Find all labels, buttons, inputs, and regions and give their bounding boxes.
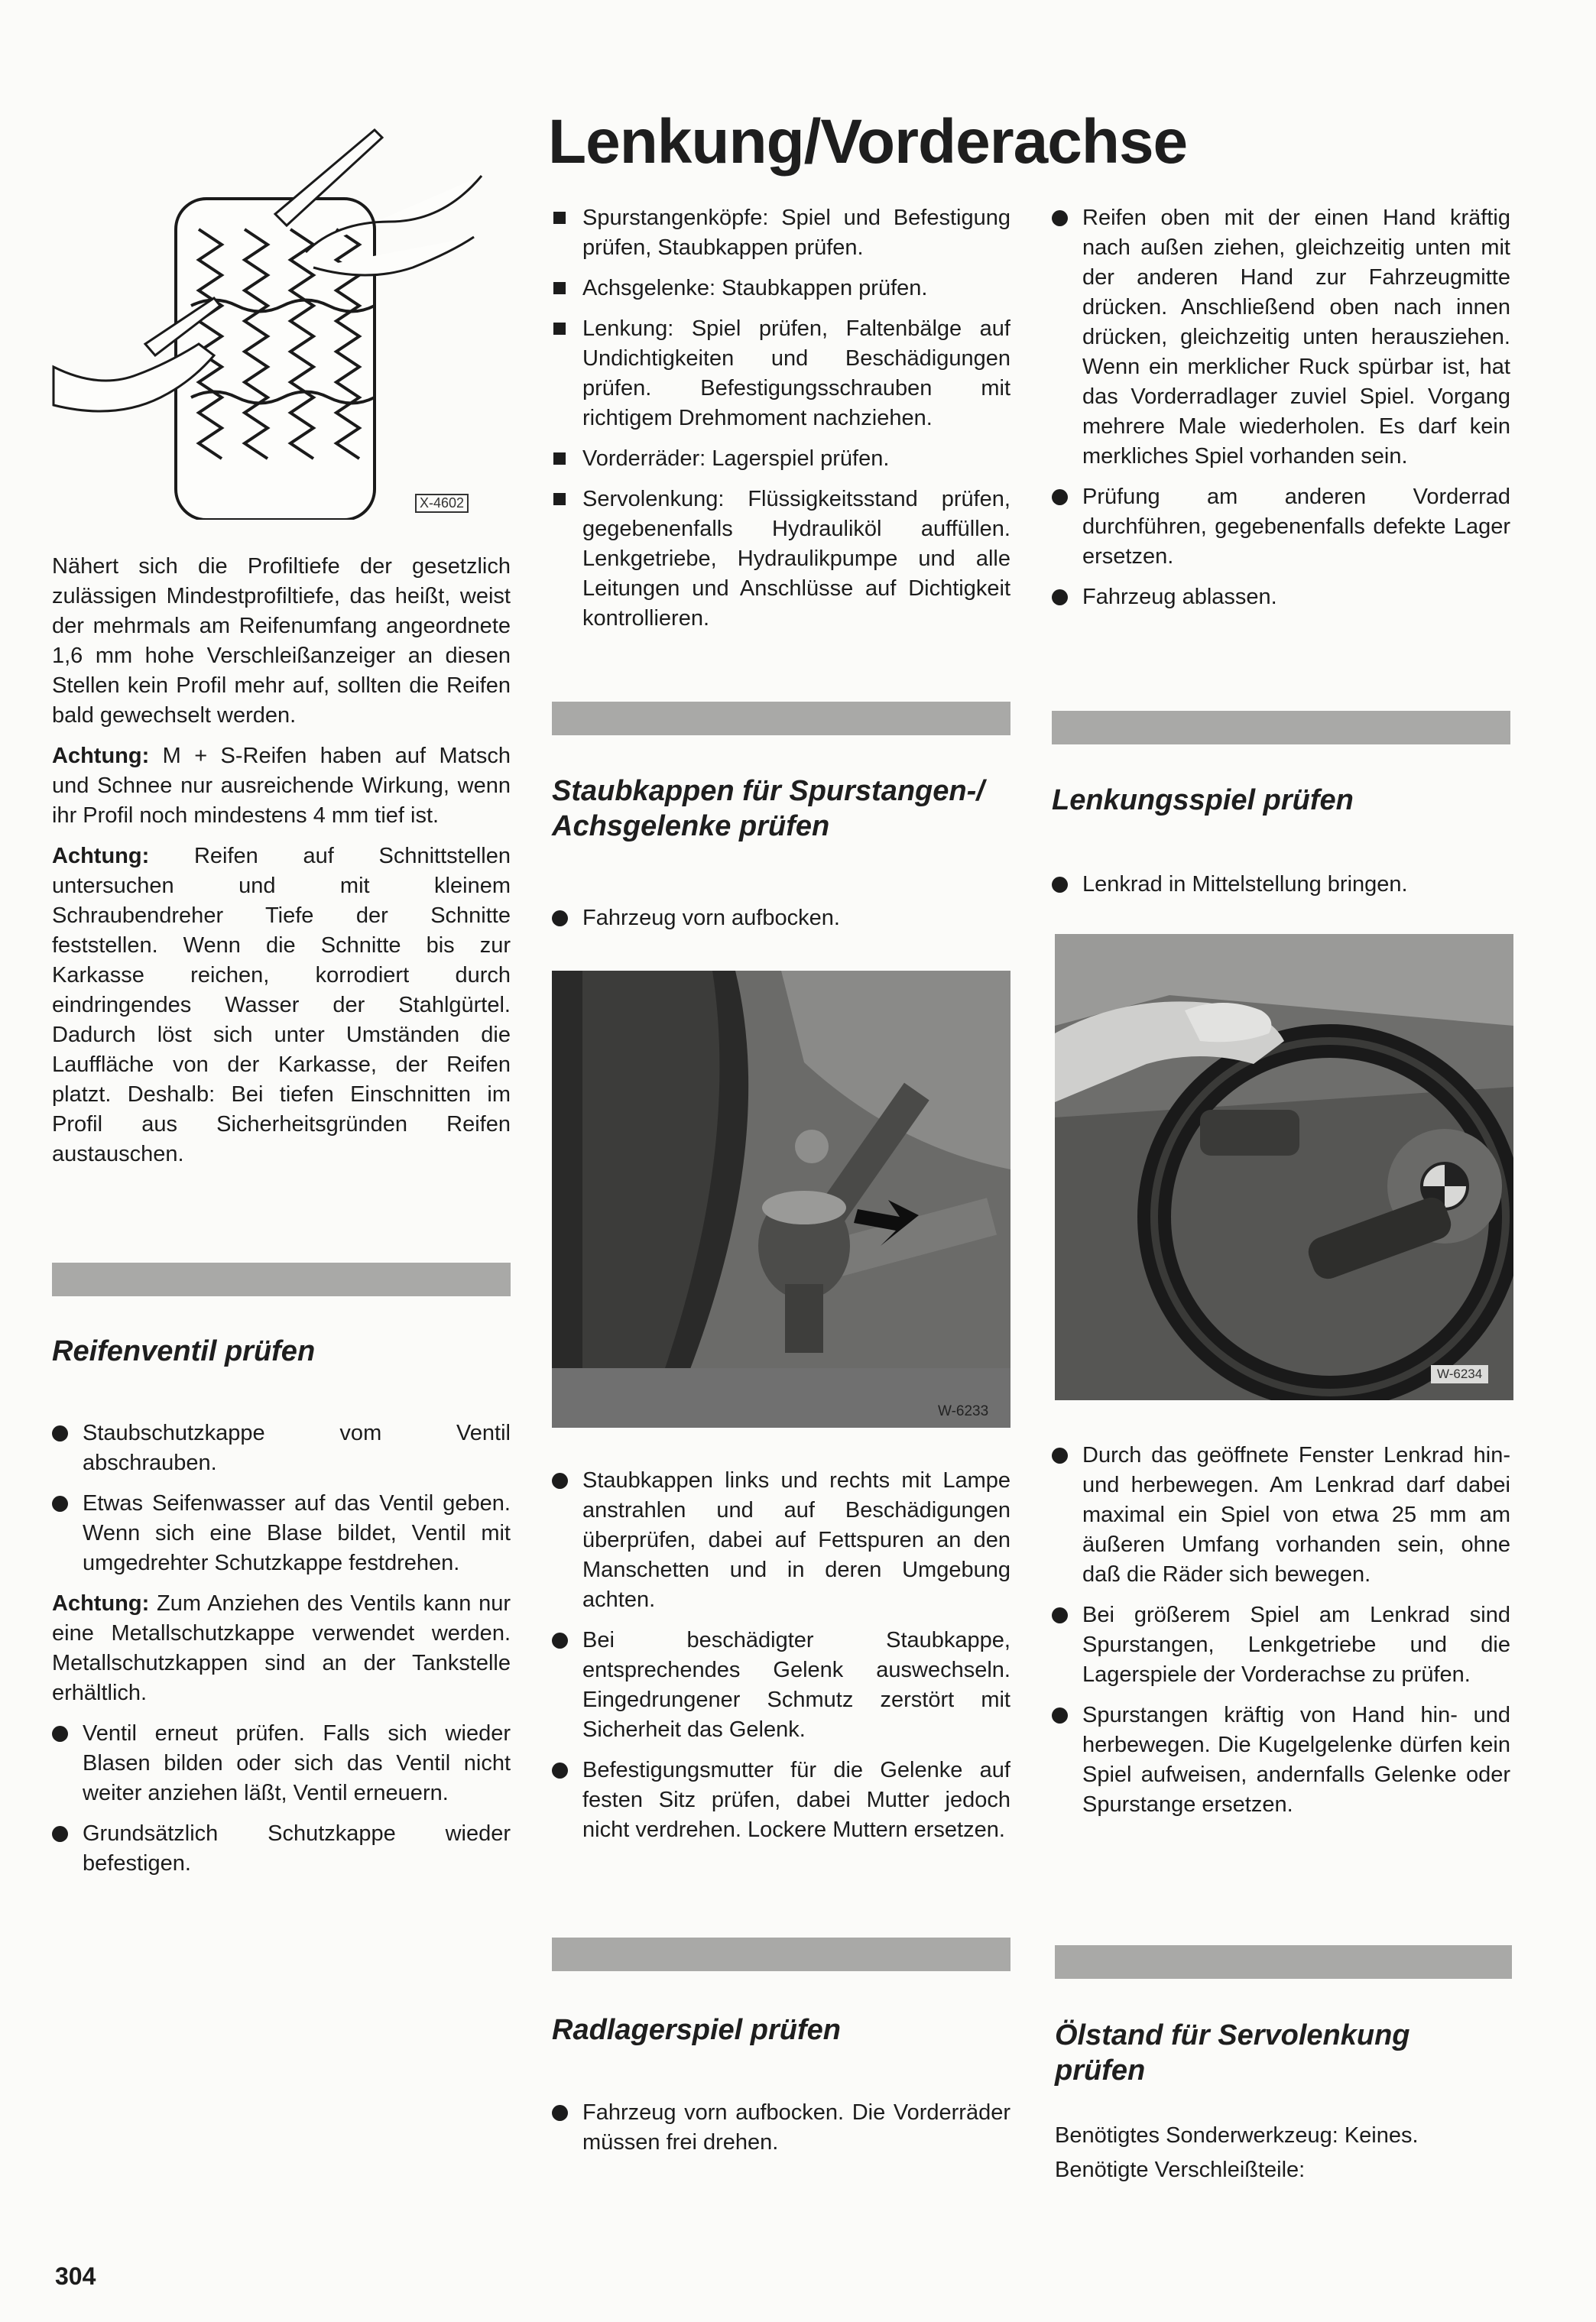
note-label: Achtung:: [52, 1591, 150, 1616]
column-3-steps: [1052, 1441, 1510, 1831]
section-divider-bar: [1052, 711, 1510, 744]
list-item: Prüfung am anderen Vorderrad durchführen, gegebenenfalls defekte Lager ersetzen.: [1052, 482, 1510, 572]
section-divider-bar: [52, 1263, 511, 1296]
list-item: Staubkappen links und rechts mit Lampe anstrahlen und auf Beschädigungen überprüfen, dabei auf Fettspuren an den Manschetten und in deren Umgebung achten.: [552, 1466, 1010, 1615]
column-2-steps: [552, 903, 1010, 944]
list-item: Etwas Seifenwasser auf das Ventil geben. Wenn sich eine Blase bildet, Ventil mit umgedrehter Schutzkappe festdrehen.: [52, 1489, 511, 1578]
column-1-steps: [52, 1419, 511, 1889]
tool-line: Benötigtes Sonderwerkzeug: Keines.: [1055, 2123, 1419, 2148]
paragraph: Nähert sich die Profiltiefe der gesetzlich zulässigen Mindestprofiltiefe, das heißt, weist der mehrmals am Reifenumfang angeordnete 1,6 mm hohe Verschleißanzeiger an diesen Stellen kein Profil mehr auf, sollten die Reifen bald gewechselt werden.: [52, 554, 511, 728]
list-item: Befestigungsmutter für die Gelenke auf festen Sitz prüfen, dabei Mutter jedoch nicht verdrehen. Lockere Muttern ersetzen.: [552, 1756, 1010, 1845]
section-divider-bar: [1055, 1945, 1512, 1979]
page-title: Lenkung/Vorderachse: [548, 107, 1188, 177]
column-2-checklist: [552, 203, 1010, 644]
section-heading: [1055, 2018, 1410, 2088]
note-text: M + S-Reifen haben auf Matsch und Schnee nur ausreichende Wirkung, wenn ihr Profil noch mindestens 4 mm tief ist.: [52, 744, 511, 828]
column-3-steps: [1052, 203, 1510, 623]
list-item: Achsgelenke: Staubkappen prüfen.: [552, 274, 1010, 303]
list-item: Grundsätzlich Schutzkappe wieder befestigen.: [52, 1819, 511, 1879]
section-divider-bar: [552, 1938, 1010, 1971]
section-heading: [552, 773, 985, 844]
figure-label: X-4602: [415, 494, 469, 513]
figure-label: W-6234: [1431, 1365, 1488, 1383]
list-item: Lenkung: Spiel prüfen, Faltenbälge auf Undichtigkeiten und Beschädigungen prüfen. Befestigungsschrauben mit richtigem Drehmoment nachziehen.: [552, 314, 1010, 433]
heading-line: Ölstand für Servolenkung: [1055, 2019, 1410, 2051]
list-item: Fahrzeug ablassen.: [1052, 582, 1510, 612]
list-item: Spurstangenköpfe: Spiel und Befestigung prüfen, Staubkappen prüfen.: [552, 203, 1010, 263]
column-1-text: [52, 552, 511, 1180]
list-item: Durch das geöffnete Fenster Lenkrad hin- und herbewegen. Am Lenkrad darf dabei maximal ein Spiel von etwa 25 mm am äußeren Umfang vorhanden sein, ohne daß die Räder sich bewegen.: [1052, 1441, 1510, 1590]
column-2-steps: [552, 1466, 1010, 1856]
list-item: Fahrzeug vorn aufbocken.: [552, 903, 1010, 933]
list-item: Ventil erneut prüfen. Falls sich wieder Blasen bilden oder sich das Ventil nicht weiter anziehen läßt, Ventil erneuern.: [52, 1719, 511, 1808]
section-heading: Reifenventil prüfen: [52, 1335, 316, 1367]
note-text: Reifen auf Schnittstellen untersuchen und mit kleinem Schraubendreher Tiefe der Schnitte feststellen. Wenn die Schnitte bis zur Karkasse reichen, korrodiert durch eindringendes Wasser der Stahlgürtel. Dadurch löst sich unter Umständen die Lauffläche von der Karkasse, der Reifen platzt. Deshalb: Bei tiefen Einschnitten im Profil aus Sicherheitsgründen Reifen austauschen.: [52, 844, 511, 1166]
column-3-steps: [1052, 870, 1510, 910]
ball-joint-photo: [552, 971, 1010, 1428]
list-item: Vorderräder: Lagerspiel prüfen.: [552, 444, 1010, 474]
list-item: Spurstangen kräftig von Hand hin- und herbewegen. Die Kugelgelenke dürfen kein Spiel aufweisen, andernfalls Gelenke oder Spurstange ersetzen.: [1052, 1701, 1510, 1820]
list-item: Lenkrad in Mittelstellung bringen.: [1052, 870, 1510, 900]
heading-line: Staubkappen für Spurstangen-/: [552, 775, 985, 807]
steering-wheel-photo: [1055, 934, 1513, 1400]
tire-tread-illustration: [46, 115, 520, 520]
column-3-requirements: [1055, 2121, 1513, 2196]
section-heading: Radlagerspiel prüfen: [552, 2014, 841, 2046]
note-paragraph: [52, 741, 511, 831]
section-heading: Lenkungsspiel prüfen: [1052, 784, 1354, 816]
list-item: Reifen oben mit der einen Hand kräftig nach außen ziehen, gleichzeitig unten mit der anderen Hand zur Fahrzeugmitte drücken. Anschließend oben nach innen drücken, gleichzeitig unten herausziehen. Wenn ein merklicher Ruck spürbar ist, hat das Vorderradlager zuviel Spiel. Vorgang mehrere Male wiederholen. Es darf kein merkliches Spiel vorhanden sein.: [1052, 203, 1510, 472]
page-number: 304: [55, 2262, 96, 2290]
list-item: Staubschutzkappe vom Ventil abschrauben.: [52, 1419, 511, 1478]
parts-line: Benötigte Verschleißteile:: [1055, 2158, 1306, 2182]
note-label: Achtung:: [52, 744, 150, 768]
note-paragraph: [52, 842, 511, 1169]
heading-line: prüfen: [1055, 2054, 1146, 2087]
note-text: Zum Anziehen des Ventils kann nur eine Metallschutzkappe verwendet werden. Metallschutzkappen sind an der Tankstelle erhältlich.: [52, 1591, 511, 1705]
section-divider-bar: [552, 702, 1010, 735]
list-item: Bei größerem Spiel am Lenkrad sind Spurstangen, Lenkgetriebe und die Lagerspiele der Vorderachse zu prüfen.: [1052, 1600, 1510, 1690]
column-2-steps: [552, 2098, 1010, 2168]
list-item: Servolenkung: Flüssigkeitsstand prüfen, gegebenenfalls Hydrauliköl auffüllen. Lenkgetriebe, Hydraulikpumpe und alle Leitungen und Anschlüsse auf Dichtigkeit kontrollieren.: [552, 485, 1010, 634]
list-item: Fahrzeug vorn aufbocken. Die Vorderräder müssen frei drehen.: [552, 2098, 1010, 2158]
note-paragraph: [52, 1589, 511, 1708]
heading-line: Achsgelenke prüfen: [552, 810, 830, 842]
note-label: Achtung:: [52, 844, 150, 868]
list-item: Bei beschädigter Staubkappe, entsprechendes Gelenk auswechseln. Eingedrungener Schmutz zerstört mit Sicherheit das Gelenk.: [552, 1626, 1010, 1745]
figure-label: W-6233: [938, 1403, 989, 1419]
